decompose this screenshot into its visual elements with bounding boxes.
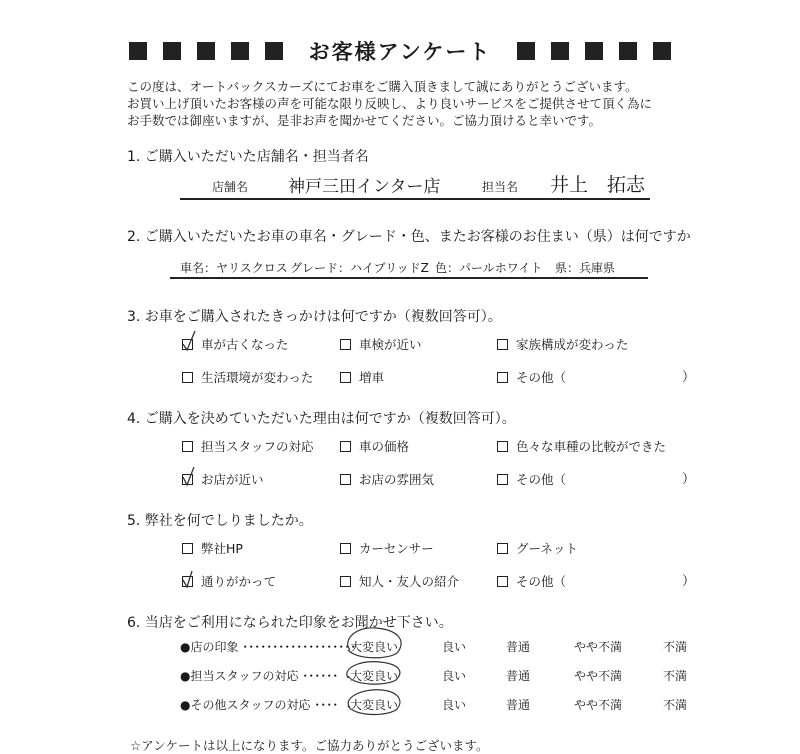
rating-option[interactable]: やや不満 xyxy=(574,669,623,683)
q5-option-label: カーセンサー xyxy=(359,541,434,556)
rating-option[interactable]: 大変良い xyxy=(350,669,399,683)
q3-option[interactable] xyxy=(340,335,422,353)
square-bullet-icon xyxy=(129,42,147,60)
checkbox-icon[interactable] xyxy=(340,372,351,383)
checkbox-icon[interactable] xyxy=(182,441,193,452)
intro-line: お買い上げ頂いたお客様の声を可能な限り反映し、より良いサービスをご提供させて頂く為に xyxy=(127,96,653,111)
store-label: 店舗名 xyxy=(212,180,249,194)
checkbox-icon[interactable] xyxy=(497,372,508,383)
rating-option[interactable]: 良い xyxy=(442,669,467,683)
close-paren: ） xyxy=(682,574,696,589)
q3-option-other[interactable] xyxy=(497,368,566,386)
q5-option[interactable] xyxy=(340,572,459,590)
selection-circle-icon xyxy=(336,620,416,720)
rating-option[interactable]: 普通 xyxy=(506,698,531,712)
checkbox-icon[interactable] xyxy=(340,474,351,485)
checkmark-icon xyxy=(182,330,196,352)
checkbox-icon[interactable] xyxy=(182,576,193,587)
store-value: 神戸三田インター店 xyxy=(288,177,441,197)
square-bullet-icon xyxy=(163,42,181,60)
intro-line: お手数では御座いますが、是非お声を聞かせてください。ご協力頂けると幸いです。 xyxy=(127,113,602,128)
checkbox-icon[interactable] xyxy=(497,543,508,554)
q4-option-label: 車の価格 xyxy=(359,439,410,454)
checkbox-icon[interactable] xyxy=(340,576,351,587)
question-3: 3. お車をご購入されたきっかけは何ですか（複数回答可）。 xyxy=(127,309,502,325)
staff-label: 担当名 xyxy=(482,180,519,194)
checkbox-icon[interactable] xyxy=(340,339,351,350)
q3-option-label: 生活環境が変わった xyxy=(201,370,314,385)
customer-prefecture: 県：兵庫県 xyxy=(555,261,616,275)
question-6: 6. 当店をご利用になられた印象をお聞かせ下さい。 xyxy=(127,615,453,631)
checkbox-icon[interactable] xyxy=(497,339,508,350)
rating-option[interactable]: 不満 xyxy=(663,640,688,654)
square-bullet-icon xyxy=(551,42,569,60)
square-bullet-icon xyxy=(197,42,215,60)
q5-option-label: 知人・友人の紹介 xyxy=(359,574,460,589)
question-1: 1. ご購入いただいた店舗名・担当者名 xyxy=(127,149,369,165)
checkmark-icon xyxy=(182,567,196,589)
intro-text xyxy=(127,78,687,129)
q3-option-label: その他（ xyxy=(516,370,567,385)
q3-option[interactable] xyxy=(497,335,628,353)
intro-line: この度は、オートバックスカーズにてお車をご購入頂きまして誠にありがとうございます。 xyxy=(127,79,638,94)
rating-option[interactable]: やや不満 xyxy=(574,640,623,654)
square-bullet-icon xyxy=(585,42,603,60)
rating-option[interactable]: 大変良い xyxy=(350,640,399,654)
question-5: 5. 弊社を何でしりましたか。 xyxy=(127,513,313,529)
car-name: 車名：ヤリスクロス xyxy=(180,261,288,275)
checkbox-icon[interactable] xyxy=(182,339,193,350)
square-bullet-icon xyxy=(265,42,283,60)
q3-option-label: 家族構成が変わった xyxy=(516,337,629,352)
square-bullet-icon xyxy=(619,42,637,60)
q4-option[interactable] xyxy=(182,470,264,488)
checkbox-icon[interactable] xyxy=(340,543,351,554)
page-title: お客様アンケート xyxy=(308,40,492,64)
q5-option[interactable] xyxy=(182,572,276,590)
question-2: 2. ご購入いただいたお車の車名・グレード・色、またお客様のお住まい（県）は何ですか xyxy=(127,229,691,245)
q3-option-label: 増車 xyxy=(359,370,385,385)
checkmark-icon xyxy=(182,465,196,487)
q4-option-label: 色々な車種の比較ができた xyxy=(516,439,667,454)
q3-option[interactable] xyxy=(182,335,289,353)
q5-option[interactable] xyxy=(340,539,434,557)
car-info-field[interactable] xyxy=(170,255,648,279)
rating-option[interactable]: 不満 xyxy=(663,698,688,712)
q5-option-label: グーネット xyxy=(516,541,578,556)
rating-row-store: ●店の印象 ･･･････････････････ xyxy=(180,640,357,654)
square-bullet-icon xyxy=(231,42,249,60)
rating-option[interactable]: 大変良い xyxy=(350,698,399,712)
car-grade: グレード：ハイブリッドZ xyxy=(290,261,429,275)
rating-option[interactable]: 不満 xyxy=(663,669,688,683)
q5-option-label: 通りがかって xyxy=(201,574,277,589)
checkbox-icon[interactable] xyxy=(340,441,351,452)
checkbox-icon[interactable] xyxy=(497,576,508,587)
footer-note: ☆アンケートは以上になります。ご協力ありがとうございます。 xyxy=(130,738,489,753)
checkbox-icon[interactable] xyxy=(497,474,508,485)
rating-option[interactable]: やや不満 xyxy=(574,698,623,712)
rating-option[interactable]: 普通 xyxy=(506,669,531,683)
q5-option[interactable] xyxy=(182,539,243,557)
q3-option-label: 車検が近い xyxy=(359,337,422,352)
close-paren: ） xyxy=(682,370,696,385)
q4-option[interactable] xyxy=(182,437,314,455)
q3-option-label: 車が古くなった xyxy=(201,337,289,352)
q3-option[interactable] xyxy=(340,368,384,386)
square-bullet-icon xyxy=(653,42,671,60)
q4-option[interactable] xyxy=(340,437,409,455)
q4-option[interactable] xyxy=(497,437,666,455)
q5-option-other[interactable] xyxy=(497,572,566,590)
rating-option[interactable]: 良い xyxy=(442,698,467,712)
rating-row-other-staff: ●その他スタッフの対応 ････ xyxy=(180,698,339,712)
q5-option-label: 弊社HP xyxy=(201,541,243,556)
q3-option[interactable] xyxy=(182,368,313,386)
rating-option[interactable]: 普通 xyxy=(506,640,531,654)
car-color: 色：パールホワイト xyxy=(435,261,543,275)
rating-option[interactable]: 良い xyxy=(442,640,467,654)
q4-option-label: お店の雰囲気 xyxy=(359,472,435,487)
staff-value: 井上 拓志 xyxy=(550,174,646,196)
checkbox-icon[interactable] xyxy=(497,441,508,452)
question-4: 4. ご購入を決めていただいた理由は何ですか（複数回答可）。 xyxy=(127,411,516,427)
checkbox-icon[interactable] xyxy=(182,474,193,485)
rating-row-staff: ●担当スタッフの対応 ･･････ xyxy=(180,669,339,683)
checkbox-icon[interactable] xyxy=(182,372,193,383)
checkbox-icon[interactable] xyxy=(182,543,193,554)
q5-option-label: その他（ xyxy=(516,574,567,589)
survey-header xyxy=(0,36,800,66)
q4-option-label: お店が近い xyxy=(201,472,264,487)
store-staff-field[interactable] xyxy=(180,170,650,200)
q5-option[interactable] xyxy=(497,539,578,557)
q4-option-label: その他（ xyxy=(516,472,567,487)
q4-option-other[interactable] xyxy=(497,470,566,488)
q4-option-label: 担当スタッフの対応 xyxy=(201,439,314,454)
square-bullet-icon xyxy=(517,42,535,60)
close-paren: ） xyxy=(682,472,696,487)
q4-option[interactable] xyxy=(340,470,434,488)
